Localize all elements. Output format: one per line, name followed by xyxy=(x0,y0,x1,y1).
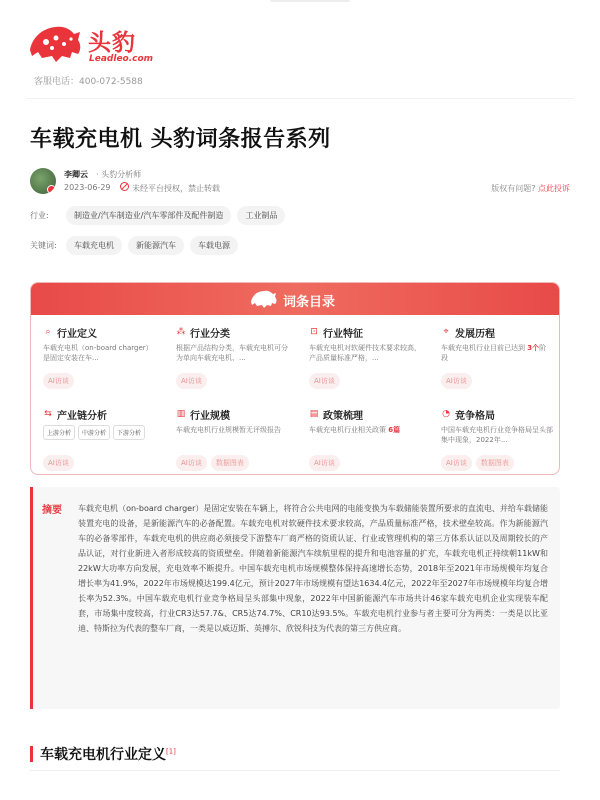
summary-label: 摘要 xyxy=(42,505,62,516)
toc-item-title[interactable]: 行业分类 xyxy=(190,329,230,340)
toc-item-title[interactable]: 产业链分析 xyxy=(57,411,107,422)
industry-classification-icon: ⁂ xyxy=(176,327,186,337)
toc-item-title[interactable]: 政策梳理 xyxy=(323,411,363,422)
logo-url[interactable]: Leadleo.com xyxy=(89,54,154,64)
toc-item-desc: 车载充电机行业规模暂无评级报告 xyxy=(176,426,281,434)
competition-icon: ◔ xyxy=(442,409,450,419)
toc-item-desc: 中国车载充电机行业竞争格局呈头部集中现象，2022年... xyxy=(441,426,553,444)
toc-item-policy[interactable] xyxy=(309,407,434,475)
keyword-tag[interactable]: 车载充电机 xyxy=(66,236,122,255)
toc-item-chain[interactable] xyxy=(43,407,168,475)
page-title: 车载充电机 头豹词条报告系列 xyxy=(30,127,331,152)
toc-item-competition[interactable] xyxy=(441,407,560,475)
top-strip xyxy=(0,0,600,4)
logo-text: 头豹 xyxy=(88,30,136,56)
toc-item-desc: 车载充电机对软硬件技术要求较高，产品质量标准严格，... xyxy=(309,344,421,362)
toc-item-title[interactable]: 行业特征 xyxy=(323,329,363,340)
industry-label: 行业: xyxy=(30,211,49,220)
service-phone: 客服电话：400-072-5588 xyxy=(34,77,143,87)
industry-tag[interactable]: 制造业/汽车制造业/汽车零部件及配件制造 xyxy=(66,206,231,225)
author-row xyxy=(30,168,570,198)
header-divider xyxy=(26,98,574,99)
ai-interview-chip[interactable]: AI访谈 xyxy=(176,373,207,389)
market-size-icon: ▥ xyxy=(176,409,186,419)
downstream-tag[interactable]: 下游分析 xyxy=(113,425,145,440)
avatar-badge-icon xyxy=(47,185,56,194)
toc-card xyxy=(30,282,560,475)
toc-item-title[interactable]: 行业定义 xyxy=(57,329,97,340)
copyright-question: 版权有问题? xyxy=(491,184,536,193)
toc-item-market-size[interactable] xyxy=(176,407,301,475)
toc-item-classification[interactable] xyxy=(176,325,301,395)
industry-row xyxy=(30,206,570,226)
toc-item-title[interactable]: 行业规模 xyxy=(190,411,230,422)
complaint-link[interactable]: 点此投诉 xyxy=(538,184,570,193)
ai-interview-chip[interactable]: AI访谈 xyxy=(176,455,207,471)
section-heading xyxy=(30,744,560,768)
toc-item-desc: 车载充电机（on-board charger）是固定安装在车... xyxy=(43,344,153,362)
toc-item-title[interactable]: 发展历程 xyxy=(455,329,495,340)
ai-interview-chip[interactable]: AI访谈 xyxy=(43,455,74,471)
industry-definition-icon: ⌕ xyxy=(45,327,51,337)
author-role: · 头豹分析师 xyxy=(96,170,142,179)
header xyxy=(26,20,326,90)
summary-box xyxy=(30,487,560,709)
ai-interview-chip[interactable]: AI访谈 xyxy=(441,373,472,389)
ai-interview-chip[interactable]: AI访谈 xyxy=(441,455,472,471)
section-accent-bar xyxy=(30,746,33,762)
history-icon: ⌖ xyxy=(443,327,449,337)
toc-item-definition[interactable] xyxy=(43,325,168,395)
data-chart-chip[interactable]: 数据图表 xyxy=(476,455,514,471)
industry-tag[interactable]: 工业制品 xyxy=(237,206,285,225)
summary-accent-bar xyxy=(30,487,33,709)
section-title: 车载充电机行业定义[1] xyxy=(40,747,176,763)
author-name[interactable]: 李卿云 xyxy=(64,170,88,179)
reference-marker[interactable]: [1] xyxy=(166,747,176,756)
toc-item-title[interactable]: 竞争格局 xyxy=(455,411,495,422)
toc-title: 词条目录 xyxy=(283,295,336,310)
midstream-tag[interactable]: 中游分析 xyxy=(78,425,110,440)
keyword-tag[interactable]: 新能源汽车 xyxy=(128,236,184,255)
industry-feature-icon: ⊡ xyxy=(310,327,318,337)
no-repost-icon xyxy=(120,182,129,191)
ai-interview-chip[interactable]: AI访谈 xyxy=(309,455,340,471)
copyright-complaint xyxy=(491,183,570,194)
toc-item-desc: 车载充电机行业相关政策 6篇 xyxy=(309,426,401,434)
publish-date: 2023-06-29 xyxy=(64,183,111,192)
keyword-tag[interactable]: 车载电源 xyxy=(190,236,238,255)
industry-chain-icon: ⇆ xyxy=(44,409,52,419)
avatar[interactable] xyxy=(30,168,56,194)
policy-icon: ▤ xyxy=(309,409,319,419)
keywords-row xyxy=(30,236,570,256)
repost-notice: 未经平台授权，禁止转载 xyxy=(132,184,220,193)
toc-header xyxy=(31,283,560,315)
upstream-tag[interactable]: 上游分析 xyxy=(43,425,75,440)
toc-item-history[interactable] xyxy=(441,325,560,395)
toc-item-features[interactable] xyxy=(309,325,434,395)
toc-item-desc: 车载充电机行业目前已达到 3个阶段 xyxy=(441,344,547,362)
data-chart-chip[interactable]: 数据图表 xyxy=(211,455,249,471)
ai-interview-chip[interactable]: AI访谈 xyxy=(43,373,74,389)
ai-interview-chip[interactable]: AI访谈 xyxy=(309,373,340,389)
toc-item-desc: 根据产品结构分类，车载充电机可分为单向车载充电机、... xyxy=(176,344,288,362)
summary-text: 车载充电机（on-board charger）是固定安装在车辆上，将符合公共电网的电能变换为车载储能装置所要求的直流电、并给车载储能装置充电的设备，是新能源汽车的必备配置。车载充电机对软硬件技术要求较高，产品质量标准严格，技术壁垒较高。作为新能源汽车的必备零部件，车载充电机的供应商必须接受下游整车厂商严格的资质认证、行业或管理机构的第三方体系认证以及周期较长的产品认证，对行业新进入者形成较高的资质壁垒。伴随着新能源汽车续航里程的提升和电池容量的扩充，车载充电机正持续朝11kW和22kW大功率方向发展，充电效率不断提升。中国车载充电机市场规模整体保持高速增长态势，2018年至2021年市场规模年均复合增长率为41.9%，2022年市场规模达199.4亿元，预计2027年市场规模有望达1634.4亿元，2022年至2027年市场规模年均复合增长率为52.3%。中国车载充电机行业竞争格局呈头部集中现象，2022年中国新能源汽车市场共计46家车载充电机企业实现装车配套，市场集中度较高，行业CR3达57.7&、CR5达74.7%、CR10达93.5%。车载充电机行业参与者主要可分为两类：一类是以比亚迪、特斯拉为代表的整车厂商，一类是以威迈斯、英搏尔、欣锐科技为代表的第三方供应商。 xyxy=(78,504,548,633)
section-divider xyxy=(30,770,560,771)
leopard-icon xyxy=(249,287,277,309)
leopard-logo-icon xyxy=(26,20,82,66)
keywords-label: 关键词: xyxy=(30,241,57,250)
